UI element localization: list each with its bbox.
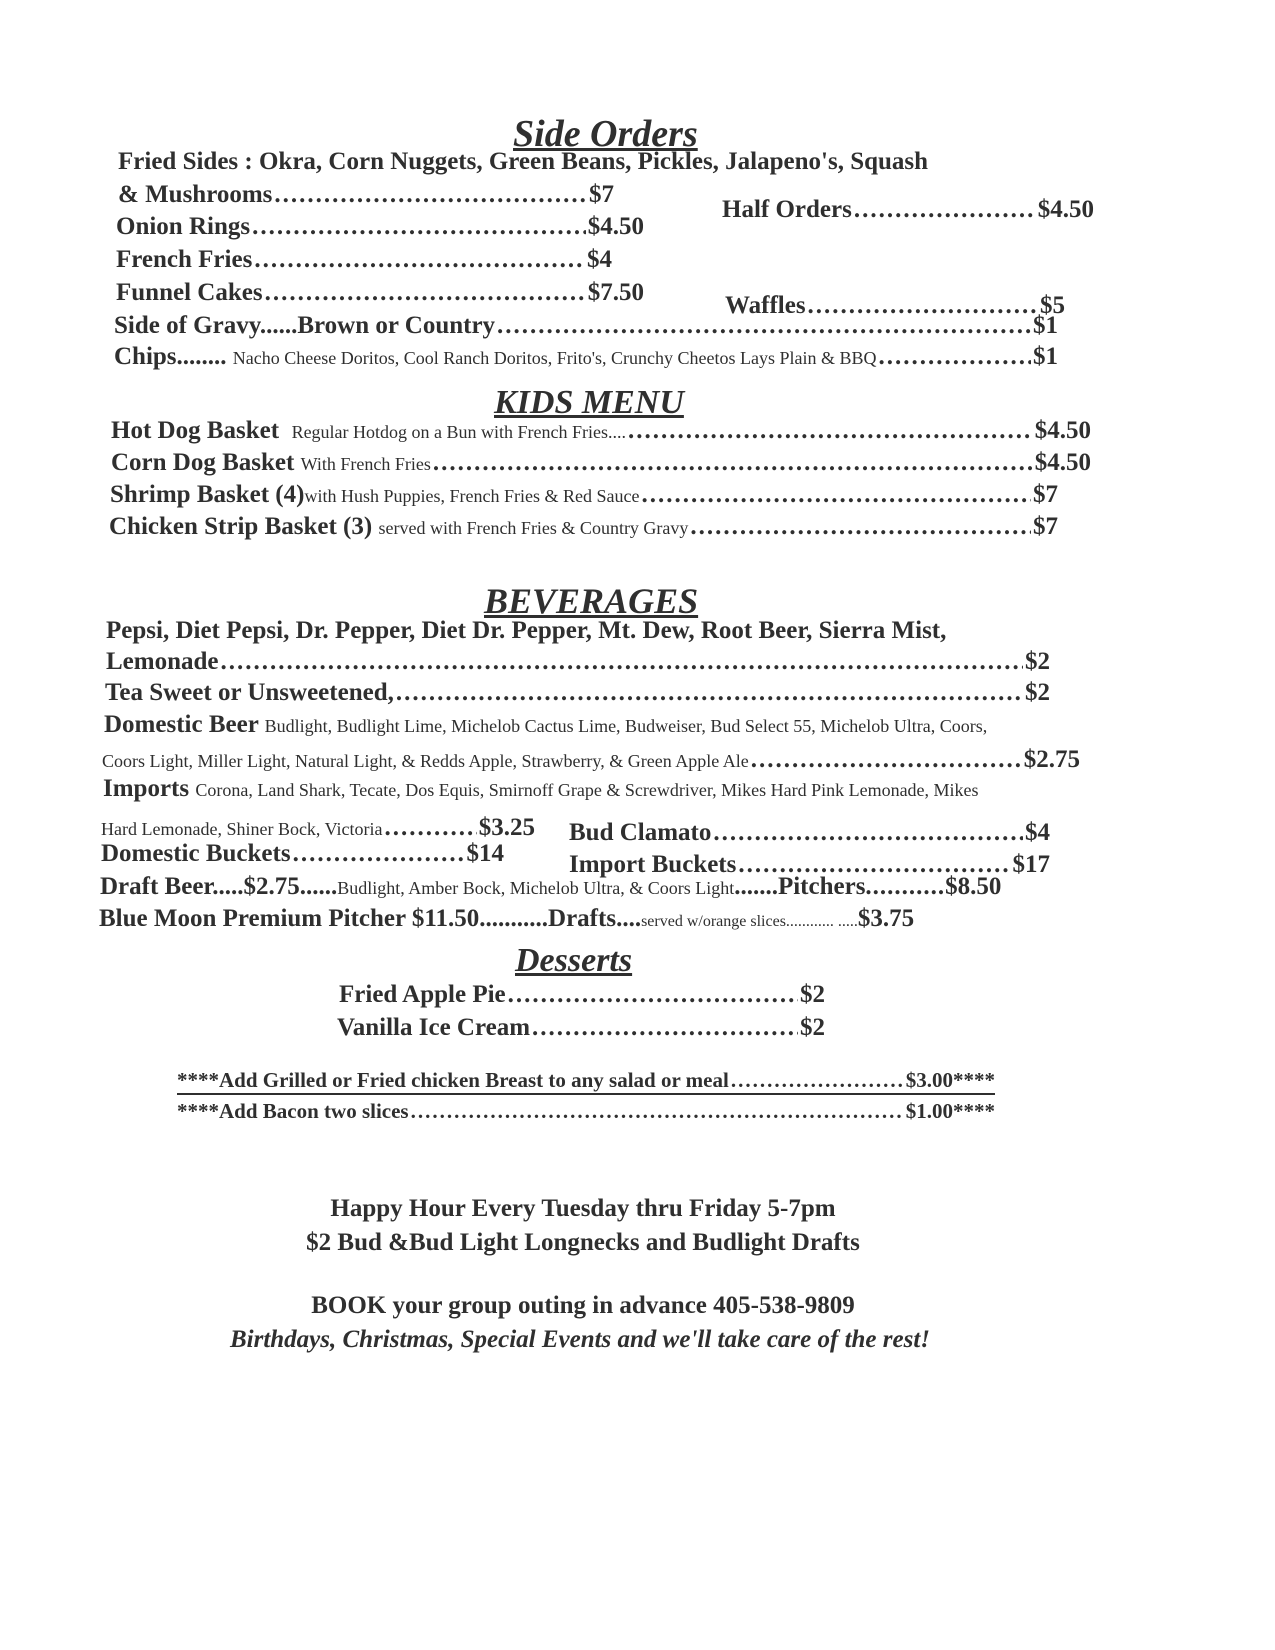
leader-dots xyxy=(878,343,1031,371)
addon-bacon-line xyxy=(177,1099,995,1124)
french-fries-line xyxy=(116,246,612,274)
events-line: Birthdays, Christmas, Special Events and we'll take care of the rest! xyxy=(229,1326,931,1353)
mushrooms-line xyxy=(118,181,614,209)
leader-dots xyxy=(641,481,1031,509)
leader-dots xyxy=(532,1014,798,1042)
kids-item-desc: With French Fries xyxy=(300,454,431,474)
clamato-label: Bud Clamato xyxy=(569,819,712,846)
leader-dots xyxy=(265,279,586,307)
tea-price: $2 xyxy=(1025,679,1050,706)
leader-dots xyxy=(252,213,586,241)
tea-label: Tea Sweet or Unsweetened, xyxy=(105,679,394,706)
kids-item-name: Chicken Strip Basket (3) xyxy=(109,513,373,540)
leader-dots xyxy=(854,196,1036,224)
kids-menu-heading: KIDS MENU xyxy=(494,384,684,421)
clamato-price: $4 xyxy=(1025,819,1050,846)
dessert-price: $2 xyxy=(800,1014,825,1041)
funnel-cakes-price: $7.50 xyxy=(587,279,644,306)
fried-sides-list: : Okra, Corn Nuggets, Green Beans, Pickles, Jalapeno's, Squash xyxy=(244,148,929,175)
leader-dots xyxy=(497,312,1031,340)
gravy-price: $1 xyxy=(1033,312,1058,339)
dessert-name: Fried Apple Pie xyxy=(339,981,506,1008)
fried-sides-label: Fried Sides xyxy=(118,148,239,175)
dessert-name: Vanilla Ice Cream xyxy=(337,1014,531,1041)
draft-beer-line xyxy=(100,873,1001,901)
gravy-line xyxy=(114,312,1058,340)
leader-dots xyxy=(713,819,1023,847)
tea-line xyxy=(105,679,1050,707)
import-buckets-label: Import Buckets xyxy=(569,851,737,878)
kids-item-price: $4.50 xyxy=(1034,449,1091,476)
dessert-price: $2 xyxy=(800,981,825,1008)
pitchers-label: .......Pitchers xyxy=(734,873,866,900)
happy-hour-line-2: $2 Bud &Bud Light Longnecks and Budlight Drafts xyxy=(306,1229,860,1256)
gravy-label: Side of Gravy......Brown or Country xyxy=(114,312,496,339)
dessert-item xyxy=(339,981,825,1009)
leader-dots xyxy=(221,648,1024,676)
leader-dots xyxy=(433,449,1033,477)
desserts-heading: Desserts xyxy=(515,942,633,979)
funnel-cakes-line xyxy=(116,279,644,307)
domestic-beer-desc-2: Coors Light, Miller Light, Natural Light, & Redds Apple, Strawberry, & Green Apple Ale xyxy=(102,751,749,771)
addon-bacon-price: $1.00**** xyxy=(905,1099,995,1123)
leader-dots xyxy=(396,679,1023,707)
sodas-line-2 xyxy=(106,648,1050,676)
draft-beer-label: Draft Beer.....$2.75...... xyxy=(100,873,338,900)
blue-moon-desc: served w/orange slices............ ..... xyxy=(641,913,858,930)
leader-dots xyxy=(274,181,587,209)
domestic-buckets-price: $14 xyxy=(466,840,504,867)
onion-rings-label: Onion Rings xyxy=(116,213,251,240)
imports-desc-2: Hard Lemonade, Shiner Bock, Victoria xyxy=(101,819,383,839)
sodas-line-1: Pepsi, Diet Pepsi, Dr. Pepper, Diet Dr. Pepper, Mt. Dew, Root Beer, Sierra Mist, xyxy=(106,617,947,644)
leader-dots: ........... xyxy=(865,873,946,900)
kids-item-desc: Regular Hotdog on a Bun with French Fries.... xyxy=(291,422,627,442)
imports-line-1 xyxy=(103,775,979,803)
domestic-beer-label: Domestic Beer xyxy=(104,711,259,738)
mushrooms-label: & Mushrooms xyxy=(118,181,273,208)
leader-dots xyxy=(751,746,1022,774)
imports-line-2 xyxy=(101,814,535,842)
leader-dots xyxy=(254,246,585,274)
beverages-heading: BEVERAGES xyxy=(484,581,699,621)
happy-hour-line-1: Happy Hour Every Tuesday thru Friday 5-7pm xyxy=(330,1195,836,1222)
imports-price: $3.25 xyxy=(478,814,535,841)
kids-item-shrimp xyxy=(110,481,1058,509)
kids-item-corn-dog xyxy=(111,449,1091,477)
leader-dots xyxy=(731,1068,904,1093)
french-fries-label: French Fries xyxy=(116,246,253,273)
domestic-buckets-label: Domestic Buckets xyxy=(101,840,291,867)
domestic-beer-price: $2.75 xyxy=(1023,746,1080,773)
addon-chicken-label: ****Add Grilled or Fried chicken Breast to any salad or meal xyxy=(177,1068,729,1092)
kids-item-desc: with Hush Puppies, French Fries & Red Sauce xyxy=(304,486,640,506)
onion-rings-line xyxy=(116,213,644,241)
kids-item-chicken-strip xyxy=(109,513,1058,541)
blue-moon-line xyxy=(99,905,914,933)
domestic-buckets-line xyxy=(101,840,504,868)
kids-item-name: Hot Dog Basket xyxy=(111,417,280,444)
chips-line xyxy=(114,343,1058,371)
leader-dots xyxy=(293,840,465,868)
half-orders-line xyxy=(722,196,1094,224)
clamato-line xyxy=(569,819,1050,847)
book-outing-line: BOOK your group outing in advance 405-538-9809 xyxy=(311,1292,855,1319)
domestic-beer-desc-1: Budlight, Budlight Lime, Michelob Cactus Lime, Budweiser, Bud Select 55, Michelob Ultra, Coors, xyxy=(264,716,988,736)
side-orders-heading: Side Orders xyxy=(513,113,698,155)
leader-dots xyxy=(385,814,477,842)
leader-dots xyxy=(628,417,1033,445)
import-buckets-price: $17 xyxy=(1012,851,1050,878)
kids-item-desc: served with French Fries & Country Gravy xyxy=(378,518,689,538)
kids-item-price: $4.50 xyxy=(1034,417,1091,444)
leader-dots xyxy=(690,513,1031,541)
kids-item-name: Shrimp Basket (4) xyxy=(110,481,305,508)
domestic-beer-line-2 xyxy=(102,746,1080,774)
kids-item-name: Corn Dog Basket xyxy=(111,449,295,476)
mushrooms-price: $7 xyxy=(589,181,614,208)
half-orders-label: Half Orders xyxy=(722,196,852,223)
chips-label: Chips........ xyxy=(114,343,227,370)
french-fries-price: $4 xyxy=(587,246,612,273)
waffles-price: $5 xyxy=(1040,292,1065,319)
kids-item-price: $7 xyxy=(1033,481,1058,508)
leader-dots xyxy=(411,1099,904,1124)
kids-item-price: $7 xyxy=(1033,513,1058,540)
chips-price: $1 xyxy=(1033,343,1058,370)
blue-moon-price: $3.75 xyxy=(857,905,915,932)
imports-label: Imports xyxy=(103,775,190,802)
draft-beer-desc: Budlight, Amber Bock, Michelob Ultra, & Coors Light xyxy=(337,878,735,898)
funnel-cakes-label: Funnel Cakes xyxy=(116,279,263,306)
kids-item-hot-dog xyxy=(111,417,1091,445)
half-orders-price: $4.50 xyxy=(1037,196,1094,223)
blue-moon-label: Blue Moon Premium Pitcher $11.50...........Drafts.... xyxy=(99,905,642,932)
waffles-label: Waffles xyxy=(725,292,806,319)
addon-chicken-line xyxy=(177,1068,995,1095)
sodas-label: Lemonade xyxy=(106,648,219,675)
imports-desc-1: Corona, Land Shark, Tecate, Dos Equis, Smirnoff Grape & Screwdriver, Mikes Hard Pink Lemonade, Mikes xyxy=(195,780,979,800)
sodas-price: $2 xyxy=(1025,648,1050,675)
onion-rings-price: $4.50 xyxy=(587,213,644,240)
domestic-beer-line-1 xyxy=(104,711,987,739)
pitchers-price: $8.50 xyxy=(945,873,1002,900)
leader-dots xyxy=(508,981,798,1009)
fried-sides-line xyxy=(118,148,928,176)
dessert-item xyxy=(337,1014,825,1042)
addon-bacon-label: ****Add Bacon two slices xyxy=(177,1099,409,1123)
chips-desc: Nacho Cheese Doritos, Cool Ranch Doritos, Frito's, Crunchy Cheetos Lays Plain & BBQ xyxy=(232,348,877,368)
addon-chicken-price: $3.00**** xyxy=(905,1068,995,1092)
